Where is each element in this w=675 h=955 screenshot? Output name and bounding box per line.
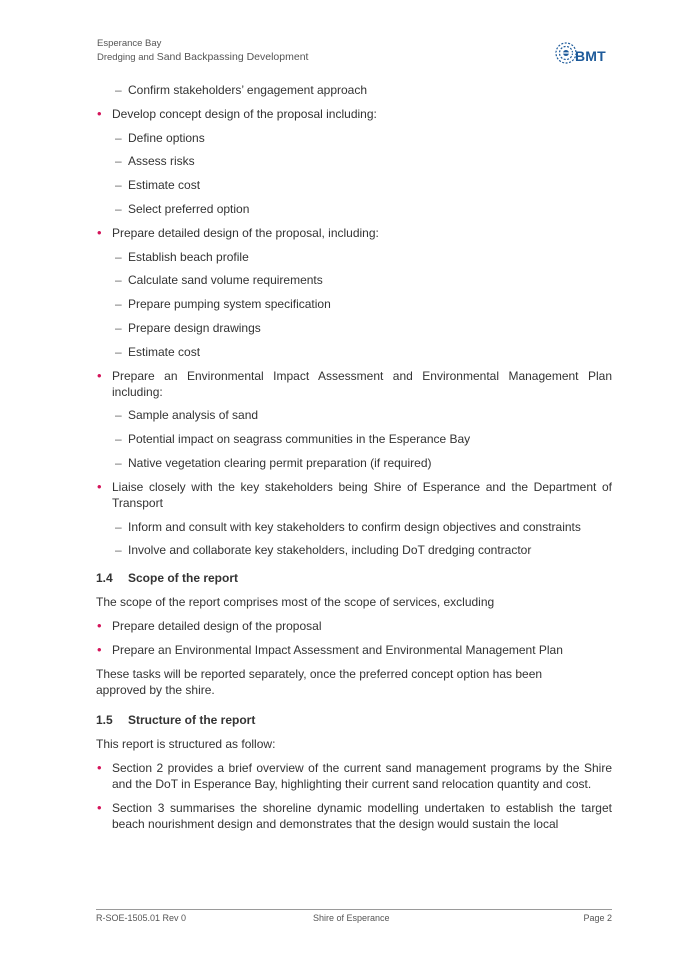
page-body — [96, 82, 612, 840]
sub-item: – Prepare pumping system specification — [96, 296, 612, 312]
scope-closing: These tasks will be reported separately, once the preferred concept option has been approved by the shire. — [96, 666, 543, 697]
sub-item: – Assess risks — [96, 153, 612, 169]
sub-item: – Establish beach profile — [96, 249, 612, 265]
section-title: Scope of the report — [128, 571, 239, 586]
sub-item: – Inform and consult with key stakeholders to confirm design objectives and constraints — [96, 519, 612, 535]
structure-intro: This report is structured as follow: — [96, 736, 276, 751]
sub-item: – Estimate cost — [96, 177, 612, 193]
page-header — [97, 38, 308, 64]
scope-exclusions-list — [96, 618, 612, 658]
header-subtitle-prefix: Dredging and — [97, 51, 157, 63]
sub-item: – Potential impact on seagrass communities in the Esperance Bay — [96, 431, 612, 447]
header-subtitle-main: Sand Backpassing Development — [156, 50, 309, 63]
sub-item: – Sample analysis of sand — [96, 407, 612, 423]
sub-item: – Calculate sand volume requirements — [96, 272, 612, 288]
logo-text: BMT — [575, 48, 606, 64]
bullet-item: • Section 3 summarises the shoreline dynamic modelling undertaken to establish the target beach nourishment design and demonstrates that the design would sustain the local — [96, 800, 612, 832]
footer-divider — [96, 909, 612, 910]
sub-item: – Select preferred option — [96, 201, 612, 217]
bullet-item: • Prepare detailed design of the proposal, including: — [96, 225, 612, 241]
section-title: Structure of the report — [128, 712, 256, 727]
bullet-item: • Prepare detailed design of the proposal — [96, 618, 612, 634]
bullet-item: • Prepare an Environmental Impact Assessment and Environmental Management Plan including: — [96, 368, 612, 400]
sub-item: – Confirm stakeholders’ engagement approach — [96, 82, 612, 98]
bullet-item: • Develop concept design of the proposal including: — [96, 106, 612, 122]
header-project-title: Esperance Bay — [97, 38, 162, 49]
sub-item: – Define options — [96, 130, 612, 146]
bullet-item: • Prepare an Environmental Impact Assessment and Environmental Management Plan — [96, 642, 612, 658]
bullet-item: • Liaise closely with the key stakeholders being Shire of Esperance and the Department of Transport — [96, 479, 612, 511]
scope-of-services-list — [96, 82, 612, 558]
sub-item: – Native vegetation clearing permit preparation (if required) — [96, 455, 612, 471]
section-heading-structure — [96, 712, 612, 728]
sub-item: – Involve and collaborate key stakeholders, including DoT dredging contractor — [96, 542, 612, 558]
structure-list — [96, 760, 612, 832]
footer-page-number: Page 2 — [583, 913, 612, 923]
footer-doc-ref: R-SOE-1505.01 Rev 0 — [96, 913, 187, 923]
scope-intro: The scope of the report comprises most of the scope of services, excluding — [96, 595, 495, 610]
bullet-item: • Section 2 provides a brief overview of the current sand management programs by the Shire and the DoT in Esperance Bay, highlighting their current sand relocation quantity and cost. — [96, 760, 612, 792]
header-project-subtitle — [97, 51, 308, 65]
section-number: 1.4 — [96, 571, 113, 586]
section-number: 1.5 — [96, 712, 113, 727]
sub-item: – Estimate cost — [96, 344, 612, 360]
section-heading-scope — [96, 570, 612, 586]
sub-item: – Prepare design drawings — [96, 320, 612, 336]
bmt-logo — [554, 40, 614, 68]
footer-client: Shire of Esperance — [313, 913, 390, 923]
